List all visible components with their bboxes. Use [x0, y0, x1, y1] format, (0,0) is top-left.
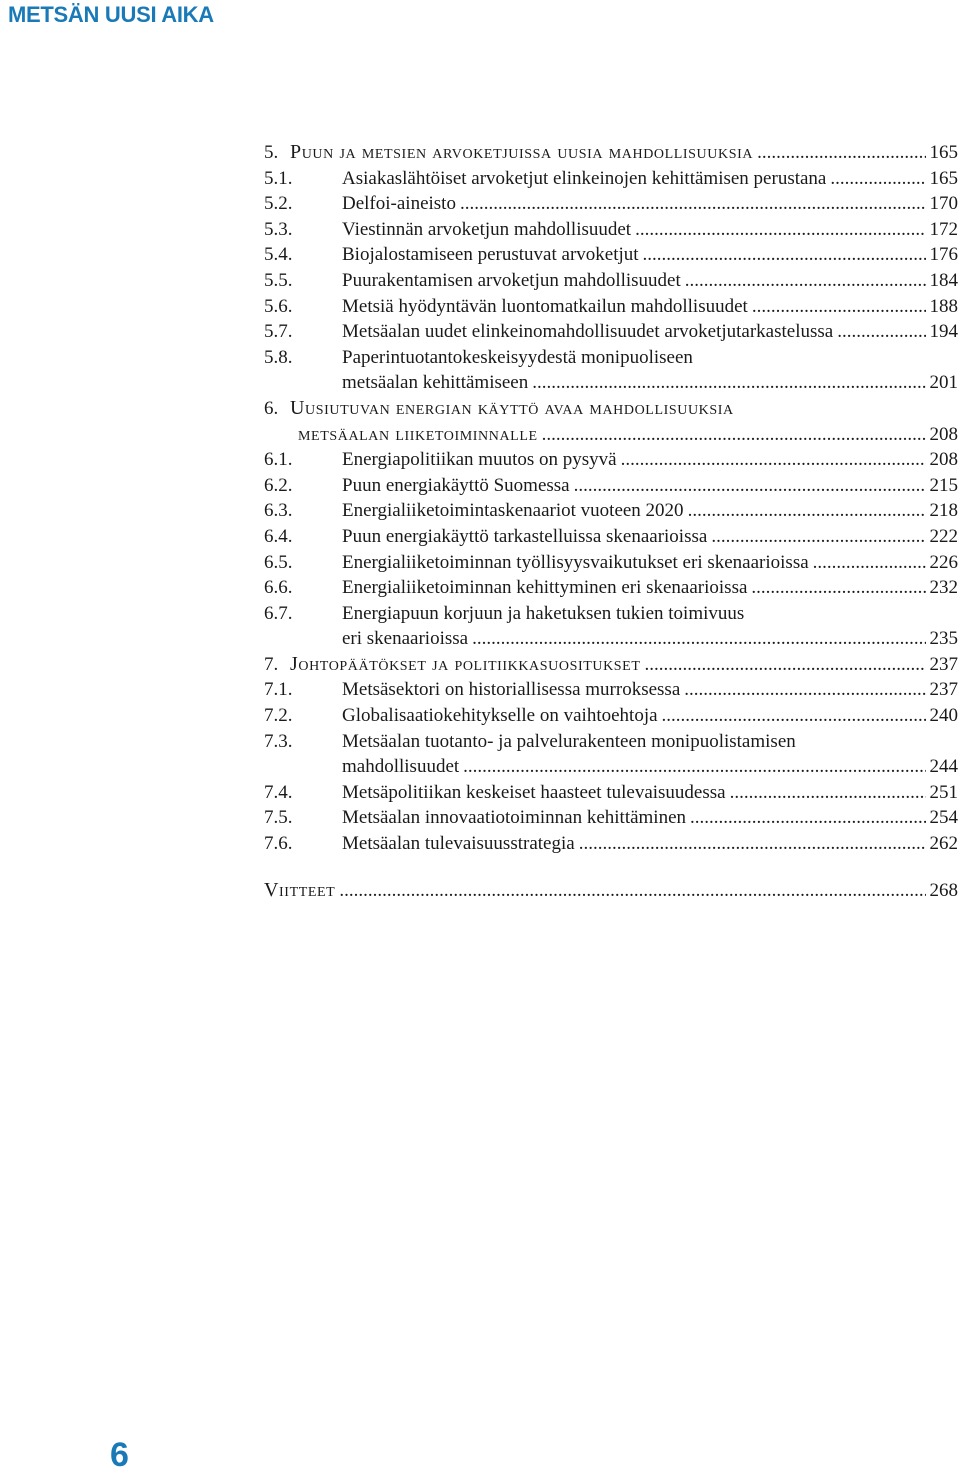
toc-entry-title: metsäalan kehittämiseen [342, 372, 529, 394]
toc-section-row[interactable] [264, 242, 958, 268]
toc-section-row[interactable] [264, 473, 958, 499]
toc-entry-title: Puun energiakäyttö tarkastelluissa skenaarioissa [342, 525, 708, 547]
toc-section-row[interactable] [264, 268, 958, 294]
toc-entry-title: Globalisaatiokehitykselle on vaihtoehtoja [342, 705, 658, 727]
toc-page-number: 222 [929, 525, 958, 547]
toc-page-number: 165 [929, 167, 958, 189]
toc-entry-title: Delfoi-aineisto [342, 193, 456, 215]
toc-entry-title: Viestinnän arvoketjun mahdollisuudet [342, 218, 632, 240]
toc-page-number: 235 [929, 628, 958, 650]
toc-page-number: 201 [929, 372, 958, 394]
toc-entry-title: metsäalan liiketoiminnalle [298, 422, 538, 445]
toc-dot-leader [711, 524, 925, 550]
toc-dot-leader [752, 294, 926, 320]
toc-section-row[interactable] [264, 166, 958, 192]
toc-entry-title: Metsäalan innovaatiotoiminnan kehittäminen [342, 807, 687, 829]
page-number: 6 [110, 1436, 129, 1474]
toc-entry-number: 5.5. [264, 269, 293, 291]
toc-page-number: 188 [929, 295, 958, 317]
toc-page-number: 254 [929, 807, 958, 829]
toc-dot-leader [690, 805, 925, 831]
toc-section-row[interactable] [264, 703, 958, 729]
toc-entry-number: 7.5. [264, 807, 293, 829]
running-header-title: METSÄN UUSI AIKA [8, 2, 214, 27]
toc-entry-title: Energiapolitiikan muutos on pysyvä [342, 449, 617, 471]
toc-entry-number: 5.2. [264, 193, 293, 215]
toc-entry-title: Johtopäätökset ja politiikkasuositukset [290, 652, 641, 675]
toc-entry-number: 5.7. [264, 321, 293, 343]
toc-page-number: 244 [929, 756, 958, 778]
toc-entry-number: 7.6. [264, 833, 293, 855]
toc-page-number: 262 [929, 833, 958, 855]
toc-gap [264, 857, 958, 878]
toc-dot-leader [837, 319, 925, 345]
toc-entry-title: Biojalostamiseen perustuvat arvoketjut [342, 244, 639, 266]
toc-entry-title: mahdollisuudet [342, 756, 460, 778]
toc-dot-leader [644, 652, 925, 678]
toc-section-row[interactable] [264, 805, 958, 831]
toc-section-row[interactable] [264, 370, 958, 396]
toc-page-number: 170 [929, 193, 958, 215]
toc-section-row[interactable] [264, 294, 958, 320]
toc-dot-leader [532, 370, 925, 396]
toc-dot-leader [472, 626, 925, 652]
toc-dot-leader [730, 780, 926, 806]
toc-page-number: 232 [929, 577, 958, 599]
toc-section-row[interactable] [264, 626, 958, 652]
toc-dot-leader [460, 191, 926, 217]
toc-entry-title: Metsäalan uudet elinkeinomahdollisuudet arvoketjutarkastelussa [342, 321, 834, 343]
toc-section-row[interactable] [264, 677, 958, 703]
toc-entry-title: Uusiutuvan energian käyttö avaa mahdollisuuksia [290, 396, 734, 419]
toc-chapter-row[interactable] [264, 396, 958, 422]
toc-section-row[interactable] [264, 345, 958, 371]
toc-dot-leader [621, 447, 926, 473]
toc-section-row[interactable] [264, 831, 958, 857]
toc-page-number: 237 [929, 679, 958, 701]
toc-section-row[interactable] [264, 780, 958, 806]
toc-page-number: 226 [929, 551, 958, 573]
toc-page-number: 240 [929, 705, 958, 727]
toc-entry-number: 7.1. [264, 679, 293, 701]
toc-section-row[interactable] [264, 447, 958, 473]
toc-entry-number: 6.2. [264, 474, 293, 496]
table-of-contents [264, 140, 958, 903]
toc-chapter-row[interactable] [264, 878, 958, 904]
toc-dot-leader [757, 140, 925, 166]
toc-section-row[interactable] [264, 191, 958, 217]
toc-entry-title: Energiapuun korjuun ja haketuksen tukien toimivuus [342, 602, 745, 624]
toc-entry-title: Puun energiakäyttö Suomessa [342, 474, 570, 496]
toc-entry-title: Puurakentamisen arvoketjun mahdollisuudet [342, 269, 681, 291]
toc-entry-number: 7.3. [264, 730, 293, 752]
toc-entry-number: 6. [264, 397, 279, 419]
toc-entry-title: Metsäsektori on historiallisessa murroksessa [342, 679, 681, 701]
toc-entry-title: Energialiiketoiminnan työllisyysvaikutukset eri skenaarioissa [342, 551, 809, 573]
toc-entry-title: Paperintuotantokeskeisyydestä monipuoliseen [342, 346, 693, 368]
toc-entry-number: 6.6. [264, 577, 293, 599]
toc-dot-leader [684, 677, 925, 703]
toc-entry-title: Metsäalan tulevaisuusstrategia [342, 833, 575, 855]
toc-entry-number: 5.3. [264, 218, 293, 240]
toc-entry-number: 5.1. [264, 167, 293, 189]
toc-page-number: 251 [929, 781, 958, 803]
toc-section-row[interactable] [264, 217, 958, 243]
toc-dot-leader [662, 703, 926, 729]
toc-dot-leader [685, 268, 926, 294]
toc-entry-number: 6.4. [264, 525, 293, 547]
toc-entry-number: 5. [264, 142, 279, 163]
toc-entry-number: 6.7. [264, 602, 293, 624]
toc-page-number: 184 [929, 269, 958, 291]
toc-dot-leader [643, 242, 926, 268]
toc-section-row[interactable] [264, 524, 958, 550]
toc-page-number: 194 [929, 321, 958, 343]
toc-entry-number: 7.2. [264, 705, 293, 727]
toc-entry-number: 7. [264, 653, 279, 675]
toc-page-number: 215 [929, 474, 958, 496]
toc-section-row[interactable] [264, 319, 958, 345]
toc-dot-leader [339, 878, 925, 904]
toc-dot-leader [813, 550, 926, 576]
toc-page-number: 172 [929, 218, 958, 240]
toc-dot-leader [635, 217, 925, 243]
toc-page-number: 176 [929, 244, 958, 266]
toc-entry-title: Asiakaslähtöiset arvoketjut elinkeinojen kehittämisen perustana [342, 167, 827, 189]
toc-dot-leader [688, 498, 926, 524]
toc-entry-number: 6.3. [264, 500, 293, 522]
toc-page-number: 218 [929, 500, 958, 522]
toc-entry-title: Metsiä hyödyntävän luontomatkailun mahdollisuudet [342, 295, 748, 317]
toc-page-number: 208 [929, 423, 958, 445]
toc-chapter-row[interactable] [264, 652, 958, 678]
toc-entry-title: Puun ja metsien arvoketjuissa uusia mahdollisuuksia [290, 141, 754, 163]
toc-chapter-row[interactable] [264, 422, 958, 448]
toc-page-number: 268 [929, 879, 958, 901]
toc-entry-title: Energialiiketoimintaskenaariot vuoteen 2020 [342, 500, 684, 522]
toc-entry-title: Metsäalan tuotanto- ja palvelurakenteen monipuolistamisen [342, 730, 796, 752]
toc-dot-leader [463, 754, 925, 780]
toc-entry-number: 5.8. [264, 346, 293, 368]
toc-chapter-row[interactable] [264, 140, 958, 166]
toc-dot-leader [751, 575, 925, 601]
toc-page-number: 208 [929, 449, 958, 471]
toc-page-number: 165 [929, 142, 958, 163]
toc-entry-number: 7.4. [264, 781, 293, 803]
toc-dot-leader [574, 473, 926, 499]
toc-section-row[interactable] [264, 754, 958, 780]
toc-entry-number: 6.1. [264, 449, 293, 471]
toc-section-row[interactable] [264, 729, 958, 755]
toc-entry-number: 5.4. [264, 244, 293, 266]
toc-entry-title: Viitteet [264, 878, 336, 901]
toc-section-row[interactable] [264, 575, 958, 601]
toc-page-number: 237 [929, 653, 958, 675]
toc-section-row[interactable] [264, 601, 958, 627]
toc-dot-leader [830, 166, 925, 192]
toc-dot-leader [542, 422, 926, 448]
toc-section-row[interactable] [264, 550, 958, 576]
toc-entry-title: eri skenaarioissa [342, 628, 469, 650]
toc-section-row[interactable] [264, 498, 958, 524]
toc-entry-number: 5.6. [264, 295, 293, 317]
toc-dot-leader [579, 831, 926, 857]
toc-entry-title: Metsäpolitiikan keskeiset haasteet tulevaisuudessa [342, 781, 726, 803]
toc-entry-title: Energialiiketoiminnan kehittyminen eri skenaarioissa [342, 577, 748, 599]
toc-entry-number: 6.5. [264, 551, 293, 573]
